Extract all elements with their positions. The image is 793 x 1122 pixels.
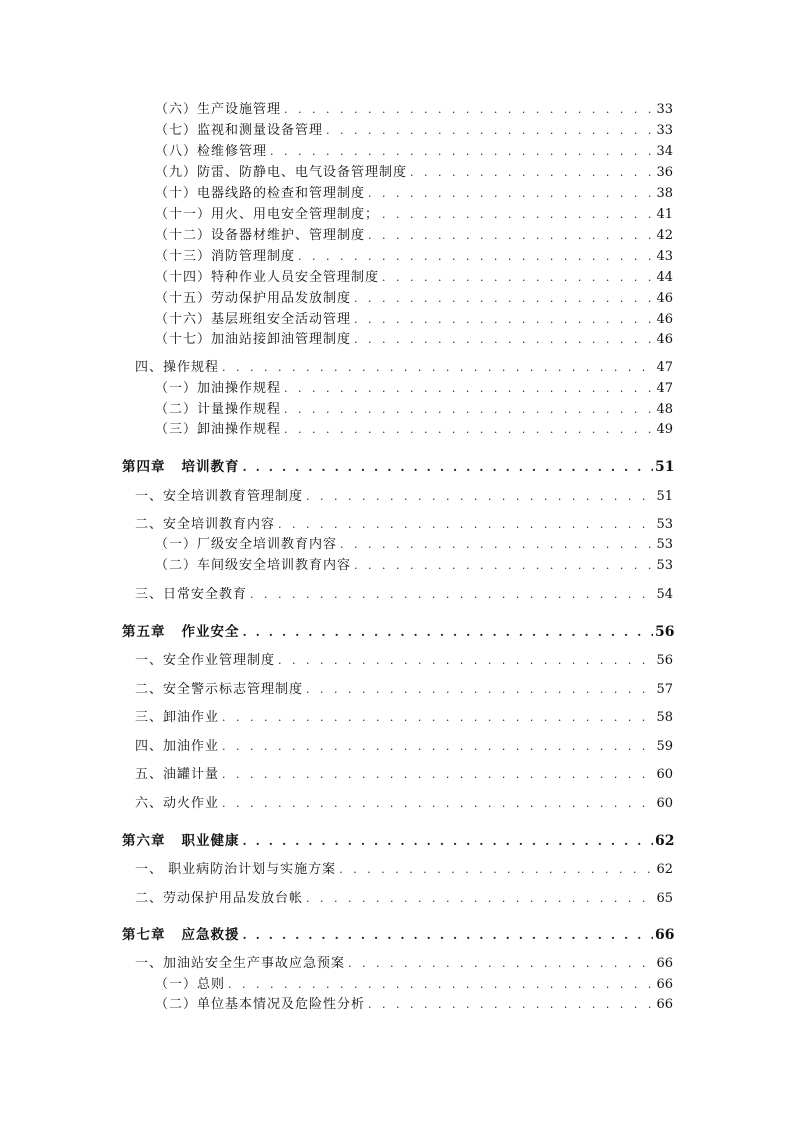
toc-entry[interactable] [135, 792, 673, 811]
page-number: 66 [655, 927, 675, 943]
toc-entry[interactable] [155, 993, 673, 1012]
toc-entry-label: （六）生产设施管理 [155, 102, 282, 117]
toc-entry[interactable] [155, 973, 673, 992]
toc-entry-label: （八）检维修管理 [155, 144, 268, 159]
toc-entry-label: （三）卸油操作规程 [155, 422, 282, 437]
page-number: 44 [656, 270, 673, 285]
toc-entry[interactable] [155, 533, 673, 552]
dot-leader [354, 313, 653, 326]
toc-entry-label: （七）监视和测量设备管理 [155, 123, 324, 138]
toc-entry-label: （十四）特种作业人员安全管理制度 [155, 270, 380, 285]
dot-leader [222, 768, 653, 781]
page-number: 60 [656, 767, 673, 782]
dot-leader [278, 654, 653, 667]
toc-entry[interactable] [155, 182, 673, 201]
toc-entry[interactable] [155, 418, 673, 437]
page-number: 65 [656, 891, 673, 906]
page-number: 47 [656, 360, 673, 375]
toc-entry[interactable] [135, 678, 673, 697]
dot-leader [368, 229, 653, 242]
toc-entry[interactable] [155, 328, 673, 347]
toc-entry[interactable] [135, 513, 673, 532]
toc-entry-label: 二、安全培训教育内容 [135, 517, 276, 532]
page-number: 41 [656, 207, 673, 222]
dot-leader [222, 711, 653, 724]
toc-entry-label: （十一）用火、用电安全管理制度； [155, 207, 380, 222]
page-number: 56 [655, 624, 675, 640]
toc-entry-label: 三、卸油作业 [135, 710, 220, 725]
toc-chapter-entry[interactable] [122, 923, 673, 943]
toc-entry-label: （十）电器线路的检查和管理制度 [155, 186, 366, 201]
dot-leader [382, 208, 653, 221]
page-number: 33 [656, 123, 673, 138]
chapter-title: 职业健康 [181, 833, 240, 849]
toc-entry[interactable] [135, 583, 673, 602]
page-number: 34 [656, 144, 673, 159]
dot-leader [243, 834, 654, 848]
toc-entry[interactable] [135, 485, 673, 504]
dot-leader [368, 187, 653, 200]
toc-entry[interactable] [135, 887, 673, 906]
toc-entry-label: （十六）基层班组安全活动管理 [155, 312, 352, 327]
toc-entry[interactable] [155, 140, 673, 159]
dot-leader [222, 361, 653, 374]
dot-leader [326, 124, 653, 137]
toc-chapter-entry[interactable] [122, 829, 673, 849]
toc-entry[interactable] [155, 203, 673, 222]
dot-leader [306, 683, 653, 696]
page-number: 43 [656, 249, 673, 264]
chapter-number: 第六章 [122, 833, 166, 849]
page-number: 66 [656, 956, 673, 971]
dot-leader [243, 928, 654, 942]
page-number: 46 [656, 291, 673, 306]
toc-entry-label: 三、日常安全教育 [135, 587, 248, 602]
toc-entry[interactable] [155, 308, 673, 327]
chapter-number: 第五章 [122, 624, 166, 640]
toc-entry[interactable] [155, 266, 673, 285]
toc-entry-label: （十五）劳动保护用品发放制度 [155, 291, 352, 306]
toc-entry-label: （十七）加油站接卸油管理制度 [155, 332, 352, 347]
toc-entry-label: （十三）消防管理制度 [155, 249, 296, 264]
dot-leader [340, 538, 653, 551]
toc-entry-label: 五、油罐计量 [135, 767, 220, 782]
dot-leader [348, 957, 653, 970]
toc-entry-label: （一）厂级安全培训教育内容 [155, 537, 338, 552]
dot-leader [270, 145, 653, 158]
toc-entry-label [122, 455, 240, 475]
toc-entry-label: 一、加油站安全生产事故应急预案 [135, 956, 346, 971]
toc-entry[interactable] [155, 377, 673, 396]
toc-entry-label: （十二）设备器材维护、管理制度 [155, 228, 366, 243]
toc-entry-label: 四、加油作业 [135, 739, 220, 754]
toc-entry-label: 一、 职业病防治计划与实施方案 [135, 862, 337, 877]
toc-entry-label: 六、动火作业 [135, 796, 220, 811]
toc-entry-label: （二）单位基本情况及危险性分析 [155, 997, 366, 1012]
dot-leader [243, 625, 654, 639]
toc-chapter-entry[interactable] [122, 620, 673, 640]
toc-entry[interactable] [135, 356, 673, 375]
dot-leader [354, 559, 653, 572]
page-number: 53 [656, 537, 673, 552]
toc-entry[interactable] [155, 287, 673, 306]
toc-entry[interactable] [135, 649, 673, 668]
dot-leader [284, 103, 653, 116]
page-number: 59 [656, 739, 673, 754]
page-number: 49 [656, 422, 673, 437]
page-number: 54 [656, 587, 673, 602]
toc-entry-label: （二）计量操作规程 [155, 402, 282, 417]
dot-leader [243, 460, 654, 474]
dot-leader [382, 271, 653, 284]
page-number: 51 [655, 459, 675, 475]
toc-entry-label: 一、安全作业管理制度 [135, 653, 276, 668]
toc-entry-label: （一）总则 [155, 977, 226, 992]
chapter-title: 作业安全 [181, 624, 240, 640]
dot-leader [368, 998, 653, 1011]
dot-leader [284, 403, 653, 416]
dot-leader [250, 588, 653, 601]
page-number: 62 [655, 833, 675, 849]
page-number: 33 [656, 102, 673, 117]
toc-entry[interactable] [135, 735, 673, 754]
dot-leader [306, 490, 653, 503]
dot-leader [354, 333, 653, 346]
page-number: 42 [656, 228, 673, 243]
toc-entry[interactable] [135, 763, 673, 782]
toc-entry-label: （九）防雷、防静电、电气设备管理制度 [155, 165, 408, 180]
page-number: 60 [656, 796, 673, 811]
dot-leader [298, 250, 653, 263]
toc-entry[interactable] [135, 952, 673, 971]
toc-entry-label [122, 620, 240, 640]
dot-leader [354, 292, 653, 305]
toc-entry[interactable] [155, 554, 673, 573]
toc-entry[interactable] [155, 98, 673, 117]
page-number: 56 [656, 653, 673, 668]
page-number: 46 [656, 332, 673, 347]
toc-entry[interactable] [135, 858, 673, 877]
toc-entry[interactable] [155, 161, 673, 180]
page-number: 66 [656, 997, 673, 1012]
page-number: 51 [656, 489, 673, 504]
toc-entry[interactable] [155, 224, 673, 243]
page-number: 53 [656, 558, 673, 573]
chapter-title: 应急救援 [181, 927, 240, 943]
page-number: 58 [656, 710, 673, 725]
dot-leader [222, 740, 653, 753]
page-number: 36 [656, 165, 673, 180]
dot-leader [284, 423, 653, 436]
dot-leader [228, 978, 653, 991]
toc-entry-label: 四、操作规程 [135, 360, 220, 375]
toc-chapter-entry[interactable] [122, 455, 673, 475]
toc-entry-label: （二）车间级安全培训教育内容 [155, 558, 352, 573]
dot-leader [306, 892, 653, 905]
chapter-number: 第七章 [122, 927, 166, 943]
toc-entry-label: 二、安全警示标志管理制度 [135, 682, 304, 697]
toc-entry[interactable] [155, 245, 673, 264]
page-number: 47 [656, 381, 673, 396]
page-number: 38 [656, 186, 673, 201]
dot-leader [410, 166, 653, 179]
page-number: 46 [656, 312, 673, 327]
dot-leader [222, 797, 653, 810]
toc-entry[interactable] [155, 119, 673, 138]
dot-leader [278, 518, 653, 531]
page-number: 53 [656, 517, 673, 532]
chapter-title: 培训教育 [181, 459, 240, 475]
chapter-number: 第四章 [122, 459, 166, 475]
dot-leader [339, 863, 653, 876]
page-number: 66 [656, 977, 673, 992]
toc-entry-label [122, 923, 240, 943]
page-number: 57 [656, 682, 673, 697]
toc-entry-label: 一、安全培训教育管理制度 [135, 489, 304, 504]
toc-entry-label: 二、劳动保护用品发放台帐 [135, 891, 304, 906]
toc-entry-label [122, 829, 240, 849]
toc-entry-label: （一）加油操作规程 [155, 381, 282, 396]
toc-entry[interactable] [155, 398, 673, 417]
toc-entry[interactable] [135, 706, 673, 725]
page-number: 62 [656, 862, 673, 877]
page-number: 48 [656, 402, 673, 417]
dot-leader [284, 382, 653, 395]
